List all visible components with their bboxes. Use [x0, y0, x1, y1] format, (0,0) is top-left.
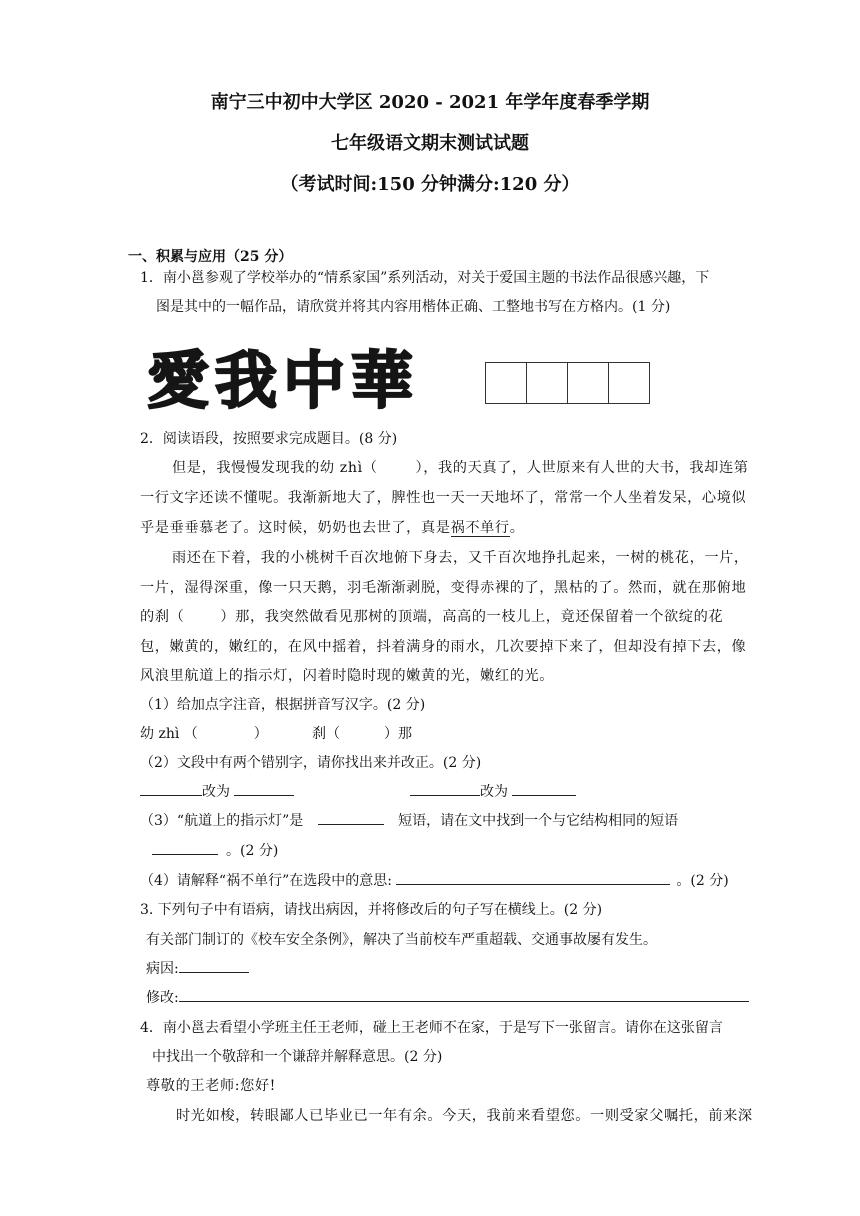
q2-intro: 2．阅读语段，按照要求完成题目。(8 分): [140, 431, 398, 447]
question-text: 。(2 分): [226, 843, 279, 859]
q4-line-2: 中找出一个敬辞和一个谦辞并解释意思。(2 分): [152, 1049, 443, 1065]
blank-line[interactable]: [140, 781, 202, 796]
answer-label: 改为: [480, 784, 508, 800]
q2-sub-1-answer: [140, 723, 268, 743]
question-text: （4）请解释“祸不单行”在选段中的意思:: [140, 873, 392, 889]
answer-cell[interactable]: [527, 363, 568, 403]
passage-line: 一片，湿得深重，像一只天鹅，羽毛渐渐剥脱，变得赤裸的了，黑枯的了。然而，就在那俯地: [140, 580, 747, 596]
q3-sentence: 有关部门制订的《校车安全条例》，解决了当前校车严重超载、交通事故屡有发生。: [146, 932, 657, 948]
answer-cell[interactable]: [486, 363, 527, 403]
answer-label: 改为: [202, 784, 230, 800]
passage-text: 。: [509, 520, 525, 536]
calligraphy-image: [147, 346, 419, 416]
section-heading: 一、积累与应用（25 分）: [128, 249, 293, 265]
question-text: 短语，请在文中找到一个与它结构相同的短语: [398, 813, 679, 829]
answer-label: ）: [253, 726, 268, 742]
calligraphy-text: 愛我中華: [147, 346, 419, 416]
q3-fix: [146, 987, 749, 1007]
q2-sub-1-answer-2: [312, 723, 412, 743]
blank-line[interactable]: [234, 781, 294, 796]
q2-sub-2-fill-a: [140, 781, 294, 801]
passage-line: [172, 457, 749, 477]
q1-line-1: 1．南小邕参观了学校举办的“情系家国”系列活动，对关于爱国主题的书法作品很感兴趣，下: [140, 270, 710, 286]
question-text: 。(2 分): [676, 873, 729, 889]
note-greeting: 尊敬的王老师:您好!: [146, 1078, 276, 1094]
blank-line[interactable]: [410, 781, 480, 796]
passage-text: 乎是垂垂慕老了。这时候，奶奶也去世了，真是: [140, 520, 451, 536]
passage-line: 雨还在下着，我的小桃树千百次地俯下身去，又千百次地挣扎起来，一树的桃花，一片，: [172, 550, 749, 566]
q2-sub-3: [140, 810, 678, 830]
q2-sub-2-fill-b: [410, 781, 576, 801]
passage-line: 一行文字还读不懂呢。我渐新地大了，脾性也一天一天地坏了，常常一个人坐着发呆，心境似: [140, 490, 747, 506]
q2-sub-4: [140, 870, 729, 890]
question-text: （3）“航道上的指示灯”是: [140, 813, 304, 829]
q3-intro: 3. 下列句子中有语病，请找出病因，并将修改后的句子写在横线上。(2 分): [140, 902, 603, 918]
answer-label: 病因:: [146, 961, 179, 977]
passage-line: [140, 517, 525, 537]
passage-text: 的刹（: [140, 609, 185, 625]
q2-sub-3-cont: [152, 840, 278, 860]
answer-label: 刹（: [312, 726, 340, 742]
blank-line[interactable]: [396, 870, 670, 885]
blank-line[interactable]: [179, 987, 749, 1002]
answer-grid: [485, 362, 650, 404]
q2-sub-2: （2）文段中有两个错别字，请你找出来并改正。(2 分): [140, 755, 482, 771]
blank-line[interactable]: [152, 840, 218, 855]
answer-label: ）那: [384, 726, 412, 742]
passage-text: ）那，我突然做看见那树的顶端，高高的一枝儿上，竟还保留着一个欲绽的花: [220, 609, 724, 625]
blank-line[interactable]: [179, 958, 249, 973]
passage-line: [140, 606, 723, 626]
blank-line[interactable]: [512, 781, 576, 796]
title-line-3: （考试时间:150 分钟满分:120 分）: [280, 174, 580, 195]
answer-cell[interactable]: [568, 363, 609, 403]
answer-label: 幼 zhì （: [140, 726, 198, 742]
blank-line[interactable]: [318, 810, 384, 825]
q2-sub-1: （1）给加点字注音，根据拼音写汉字。(2 分): [140, 697, 426, 713]
title-line-1: 南宁三中初中大学区 2020 - 2021 年学年度春季学期: [210, 92, 650, 113]
note-body: 时光如梭，转眼鄙人已毕业已一年有余。今天，我前来看望您。一则受家父嘱托，前来深: [176, 1108, 753, 1124]
passage-line: 风浪里航道上的指示灯，闪着时隐时现的嫩黄的光，嫩红的光。: [140, 668, 555, 684]
passage-line: 包，嫩黄的，嫩红的，在风中摇着，抖着满身的雨水，几次要掉下来了，但却没有掉下去，像: [140, 639, 747, 655]
q1-line-2: 图是其中的一幅作品，请欣赏并将其内容用楷体正确、工整地书写在方格内。(1 分): [156, 299, 671, 315]
answer-label: 修改:: [146, 990, 179, 1006]
underlined-idiom: 祸不单行: [450, 520, 510, 536]
title-line-2: 七年级语文期末测试试题: [331, 133, 529, 154]
passage-text: ），我的天真了，人世原来有人世的大书，我却连第: [415, 460, 749, 476]
q3-cause: [146, 958, 249, 978]
q4-line-1: 4．南小邕去看望小学班主任王老师，碰上王老师不在家，于是写下一张留言。请你在这张留言: [140, 1020, 723, 1036]
passage-text: 但是，我慢慢发现我的幼 zhì（: [172, 460, 378, 476]
answer-cell[interactable]: [609, 363, 649, 403]
